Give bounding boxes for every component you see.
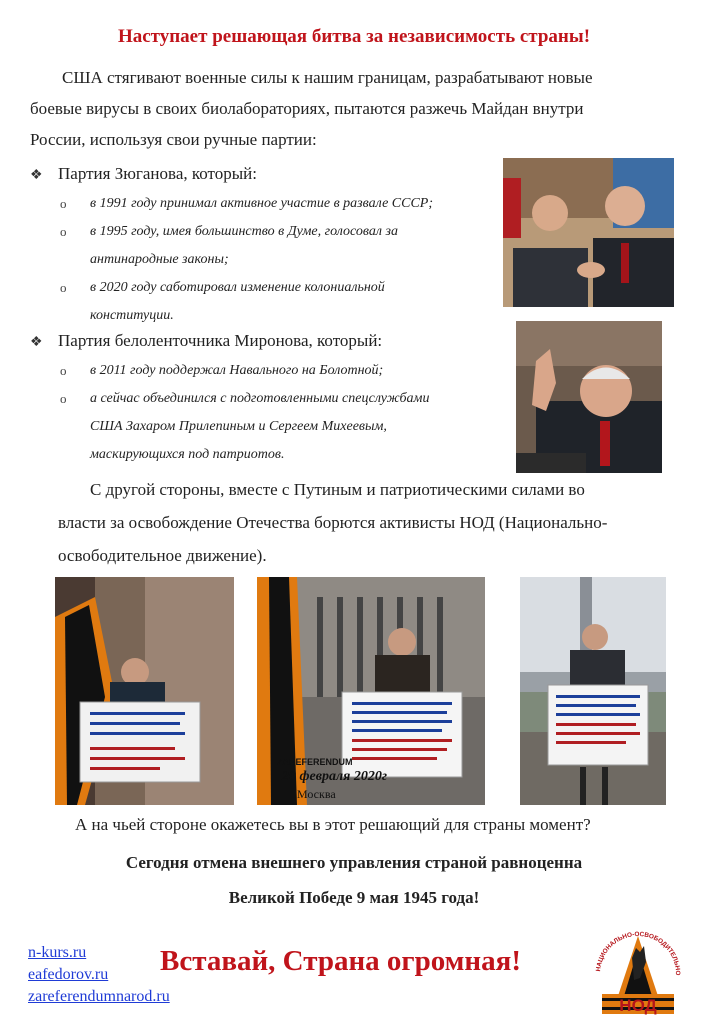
paragraph-line: С другой стороны, вместе с Путиным и патриотическими силами во	[90, 480, 585, 499]
nod-logo-icon	[588, 918, 688, 1018]
photo-stamp: ZAREFERENDUM	[277, 757, 353, 767]
photo-city: Москва	[297, 787, 336, 801]
photo-mironov	[516, 321, 662, 473]
link-n-kurs[interactable]: n-kurs.ru	[28, 944, 87, 961]
intro-line: США стягивают военные силы к нашим границам, разрабатывают новые	[62, 68, 593, 87]
intro-line: боевые вирусы в своих биолабораториях, пытаются разжечь Майдан внутри	[30, 99, 584, 118]
photo-picket-3	[520, 577, 666, 805]
footer-links	[28, 942, 170, 1008]
list-item: o в 1991 году принимал активное участие в развале СССР;	[60, 196, 434, 211]
bold-statement-line: Сегодня отмена внешнего управления страной равноценна	[125, 853, 583, 872]
diamond-bullet-icon: ❖	[30, 168, 43, 183]
other-side-paragraph	[58, 473, 670, 572]
list-item: o в 1995 году, имея большинство в Думе, голосовал за антинародные законы;	[60, 224, 398, 267]
logo-abbr: НОД	[619, 996, 657, 1015]
intro-line: России, используя свои ручные партии:	[30, 130, 317, 149]
slogan: Вставай, Страна огромная!	[160, 945, 521, 977]
bullet-zyuganov	[30, 164, 257, 184]
question-text: А на чьей стороне окажетесь вы в этот решающий для страны момент?	[75, 815, 591, 834]
bullet-mironov	[30, 331, 382, 351]
photo-picket-1	[55, 577, 234, 805]
logo-ring-text: НАЦИОНАЛЬНО-ОСВОБОДИТЕЛЬНО	[595, 930, 682, 976]
photo-zyuganov-handshake	[503, 158, 674, 307]
sub-list-mironov	[60, 357, 500, 469]
sub-list-zyuganov	[60, 190, 490, 330]
list-item: o в 2011 году поддержал Навального на Болотной;	[60, 363, 384, 378]
bullet-label: Партия белоленточника Миронова, который:	[58, 331, 383, 350]
link-zareferendumnarod[interactable]: zareferendumnarod.ru	[28, 988, 170, 1005]
intro-paragraph	[30, 62, 670, 155]
nod-logo	[588, 918, 688, 1018]
photo-picket-2	[257, 577, 485, 805]
list-item: o а сейчас объединился с подготовленными спецслужбами США Захаром Прилепиным и Сергеем Михеевым, маскирующихся под патриотов.	[60, 391, 430, 462]
paragraph-line: освободительное движение).	[58, 546, 267, 565]
bold-statement-line: Великой Победе 9 мая 1945 года!	[228, 888, 480, 907]
page-title: Наступает решающая битва за независимость страны!	[117, 26, 591, 47]
diamond-bullet-icon: ❖	[30, 335, 43, 350]
link-eafedorov[interactable]: eafedorov.ru	[28, 966, 109, 983]
bullet-label: Партия Зюганова, который:	[58, 164, 257, 183]
list-item: o в 2020 году саботировал изменение колониальной конституции.	[60, 280, 385, 323]
paragraph-line: власти за освобождение Отечества борются активисты НОД (Национально-	[58, 513, 608, 532]
photo-date: 20 февраля 2020г	[282, 769, 388, 784]
